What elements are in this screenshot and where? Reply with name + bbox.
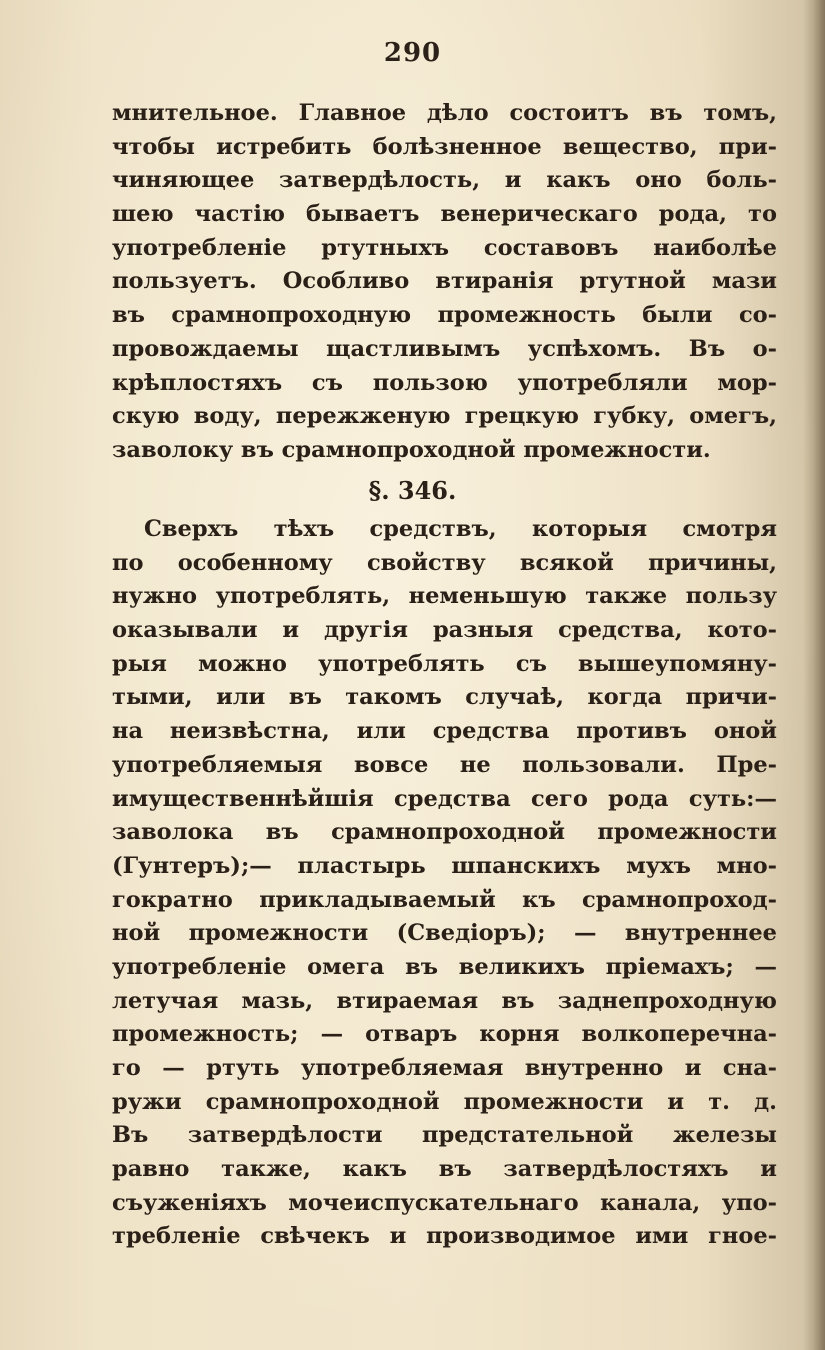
paragraph-line: требленіе свѣчекъ и производимое ими гное- [112,1223,777,1250]
paragraph-line: (Гунтеръ);— пластырь шпанскихъ мухъ мно- [112,852,777,879]
paragraph-line: рыя можно употреблять съ вышеупомяну- [112,650,777,677]
page-number: 290 [383,38,442,68]
paragraph-line: съуженіяхъ мочеиспускательнаго канала, упо- [112,1189,777,1216]
paragraph-line: равно также, какъ въ затвердѣлостяхъ и [112,1156,777,1183]
paragraph-line: Въ затвердѣлости предстательной железы [112,1122,777,1149]
paragraph-line: заволока въ срамнопроходной промежности [112,819,777,846]
paragraph-line: чтобы истребить болѣзненное вещество, при- [112,133,777,160]
paragraph-1 [112,97,777,468]
paragraph-line: имущественнѣйшія средства сего рода суть:— [112,785,777,812]
paragraph-line: въ срамнопроходную промежность были со- [112,302,777,329]
paragraph-line: оказывали и другія разныя средства, кото- [112,617,777,644]
paragraph-line: мнительное. Главное дѣло состоитъ въ томъ, [112,100,777,126]
paragraph-line: пользуетъ. Особливо втиранія ртутной мази [112,268,777,295]
page-edge-shadow [803,0,825,1350]
paragraph-line: употребленіе ртутныхъ составовъ наиболѣе [112,234,777,261]
paragraph-line: тыми, или въ такомъ случаѣ, когда причи- [112,684,777,711]
paragraph-line: промежность; — отваръ корня волкоперечна- [112,1021,777,1048]
paragraph-line: шею частію бываетъ венерическаго рода, то [112,201,777,228]
paragraph-line: провождаемы щастливымъ успѣхомъ. Въ о- [112,335,777,362]
paragraph-line: летучая мазь, втираемая въ заднепроходную [112,987,777,1014]
paragraph-line: употребленіе омега въ великихъ пріемахъ; — [112,953,777,980]
paragraph-line: крѣплостяхъ съ пользою употребляли мор- [112,369,777,396]
paragraph-line: гократно прикладываемый къ срамнопроход- [112,886,777,913]
paragraph-line: го — ртуть употребляемая внутренно и сна- [112,1055,777,1081]
paragraph-line: Сверхъ тѣхъ средствъ, которыя смотря [144,516,777,542]
paragraph-line: по особенному свойству всякой причины, [112,549,777,576]
paragraph-line: на неизвѣстна, или средства противъ оной [112,718,777,745]
paragraph-line: скую воду, пережженую грецкую губку, омегъ, [112,403,777,430]
paragraph-2 [112,513,777,1254]
section-heading: §. 346. [368,476,457,505]
paragraph-line: употребляемыя вовсе не пользовали. Пре- [112,751,777,778]
paragraph-line: нужно употреблять, неменьшую также пользу [112,583,777,610]
paragraph-line: чиняющее затвердѣлость, и какъ оно боль- [112,167,777,194]
paragraph-line: заволоку въ срамнопроходной промежности. [112,436,711,463]
paragraph-line: ружи срамнопроходной промежности и т. д. [112,1088,777,1115]
paragraph-line: ной промежности (Сведіоръ); — внутреннее [112,920,777,947]
